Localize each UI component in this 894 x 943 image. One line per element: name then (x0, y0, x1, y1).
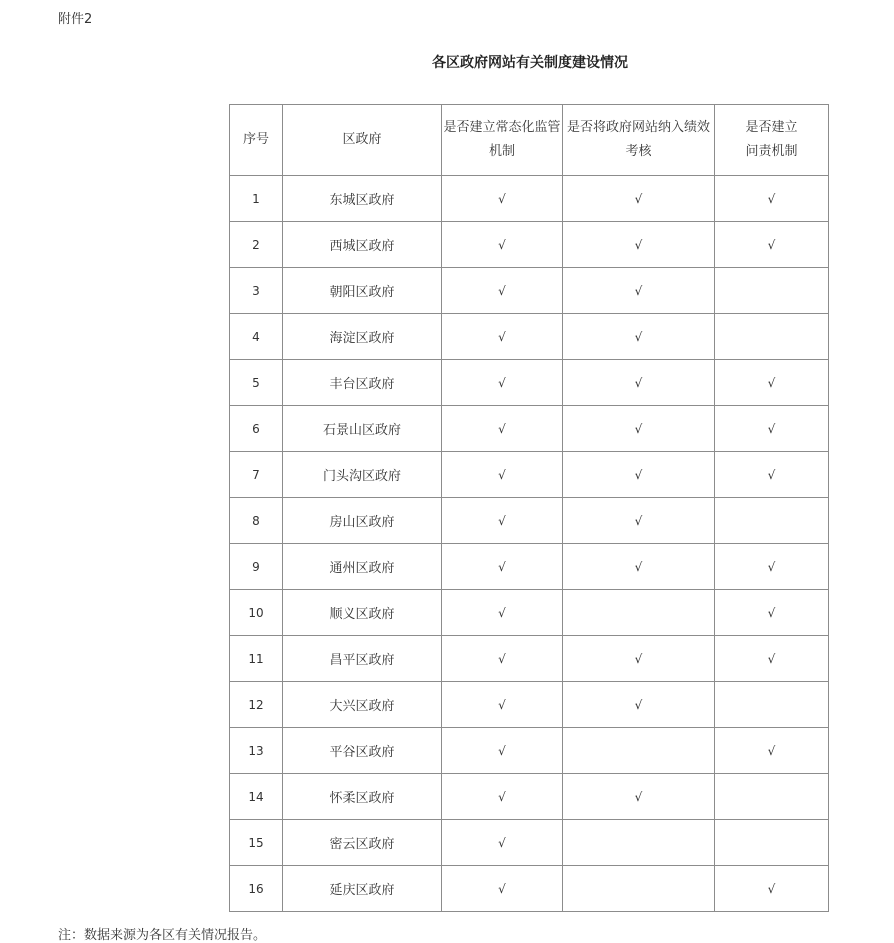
table-row (230, 222, 829, 268)
table-header-row (230, 105, 829, 176)
assessment-mark (563, 820, 715, 866)
district-website-system-table (229, 104, 829, 912)
supervision-mark: √ (442, 222, 563, 268)
accountability-mark: √ (715, 636, 829, 682)
assessment-mark: √ (563, 314, 715, 360)
assessment-mark: √ (563, 268, 715, 314)
header-accountability-mechanism (715, 105, 829, 176)
district-name: 朝阳区政府 (283, 268, 442, 314)
supervision-mark: √ (442, 268, 563, 314)
accountability-mark (715, 820, 829, 866)
row-number: 12 (230, 682, 283, 728)
district-name: 昌平区政府 (283, 636, 442, 682)
district-name: 西城区政府 (283, 222, 442, 268)
table-row (230, 820, 829, 866)
assessment-mark: √ (563, 774, 715, 820)
row-number: 16 (230, 866, 283, 912)
table-row (230, 176, 829, 222)
row-number: 7 (230, 452, 283, 498)
header-accountability-line2: 问责机制 (745, 144, 798, 159)
row-number: 8 (230, 498, 283, 544)
table-row (230, 774, 829, 820)
accountability-mark: √ (715, 452, 829, 498)
supervision-mark: √ (442, 590, 563, 636)
supervision-mark: √ (442, 452, 563, 498)
district-name: 顺义区政府 (283, 590, 442, 636)
assessment-mark: √ (563, 498, 715, 544)
header-accountability-line1: 是否建立 (745, 120, 798, 135)
assessment-mark: √ (563, 176, 715, 222)
row-number: 2 (230, 222, 283, 268)
assessment-mark: √ (563, 682, 715, 728)
accountability-mark (715, 774, 829, 820)
assessment-mark: √ (563, 360, 715, 406)
assessment-mark: √ (563, 452, 715, 498)
accountability-mark (715, 498, 829, 544)
assessment-mark (563, 590, 715, 636)
assessment-mark (563, 866, 715, 912)
attachment-label: 附件2 (58, 12, 93, 27)
supervision-mark: √ (442, 498, 563, 544)
supervision-mark: √ (442, 774, 563, 820)
table-row (230, 360, 829, 406)
table-row (230, 636, 829, 682)
district-name: 密云区政府 (283, 820, 442, 866)
row-number: 13 (230, 728, 283, 774)
assessment-mark: √ (563, 544, 715, 590)
header-no: 序号 (230, 105, 283, 176)
assessment-mark (563, 728, 715, 774)
table-row (230, 452, 829, 498)
district-name: 延庆区政府 (283, 866, 442, 912)
row-number: 15 (230, 820, 283, 866)
district-name: 平谷区政府 (283, 728, 442, 774)
row-number: 4 (230, 314, 283, 360)
district-name: 海淀区政府 (283, 314, 442, 360)
accountability-mark (715, 314, 829, 360)
table-row (230, 314, 829, 360)
table-row (230, 498, 829, 544)
accountability-mark: √ (715, 222, 829, 268)
accountability-mark: √ (715, 728, 829, 774)
supervision-mark: √ (442, 636, 563, 682)
row-number: 14 (230, 774, 283, 820)
table-row (230, 728, 829, 774)
row-number: 10 (230, 590, 283, 636)
table-row (230, 268, 829, 314)
document-title: 各区政府网站有关制度建设情况 (432, 55, 628, 71)
supervision-mark: √ (442, 820, 563, 866)
accountability-mark: √ (715, 590, 829, 636)
supervision-mark: √ (442, 728, 563, 774)
supervision-mark: √ (442, 360, 563, 406)
row-number: 1 (230, 176, 283, 222)
district-name: 东城区政府 (283, 176, 442, 222)
supervision-mark: √ (442, 544, 563, 590)
supervision-mark: √ (442, 866, 563, 912)
header-performance-assessment: 是否将政府网站纳入绩效考核 (563, 105, 715, 176)
assessment-mark: √ (563, 406, 715, 452)
accountability-mark (715, 682, 829, 728)
supervision-mark: √ (442, 682, 563, 728)
row-number: 5 (230, 360, 283, 406)
district-name: 门头沟区政府 (283, 452, 442, 498)
table-row (230, 544, 829, 590)
row-number: 9 (230, 544, 283, 590)
accountability-mark: √ (715, 406, 829, 452)
accountability-mark: √ (715, 176, 829, 222)
table-row (230, 682, 829, 728)
supervision-mark: √ (442, 406, 563, 452)
accountability-mark: √ (715, 866, 829, 912)
table-row (230, 866, 829, 912)
table-body (230, 176, 829, 912)
row-number: 3 (230, 268, 283, 314)
header-district-government: 区政府 (283, 105, 442, 176)
assessment-mark: √ (563, 222, 715, 268)
accountability-mark (715, 268, 829, 314)
supervision-mark: √ (442, 176, 563, 222)
table-row (230, 406, 829, 452)
district-name: 房山区政府 (283, 498, 442, 544)
accountability-mark: √ (715, 360, 829, 406)
district-name: 石景山区政府 (283, 406, 442, 452)
supervision-mark: √ (442, 314, 563, 360)
header-supervision-mechanism: 是否建立常态化监管机制 (442, 105, 563, 176)
district-name: 大兴区政府 (283, 682, 442, 728)
row-number: 11 (230, 636, 283, 682)
assessment-mark: √ (563, 636, 715, 682)
district-name: 丰台区政府 (283, 360, 442, 406)
district-name: 怀柔区政府 (283, 774, 442, 820)
row-number: 6 (230, 406, 283, 452)
accountability-mark: √ (715, 544, 829, 590)
table-row (230, 590, 829, 636)
source-note: 注：数据来源为各区有关情况报告。 (58, 928, 267, 943)
district-name: 通州区政府 (283, 544, 442, 590)
